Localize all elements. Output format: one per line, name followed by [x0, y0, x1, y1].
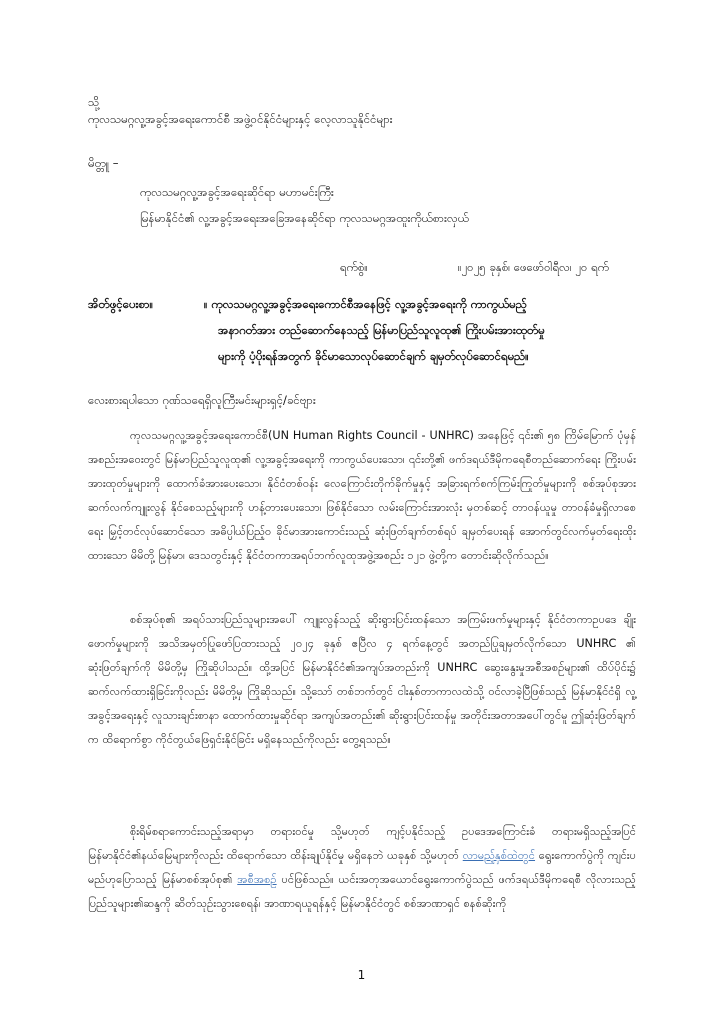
next-year-link[interactable]: လာမည့်နှစ်ထဲတွင်: [462, 849, 536, 862]
paragraph-3-text-b: ရွေးကောက်ပွဲကို ကျင်းပမည်ဟုပြောသည့် မြန်မာစစ်အုပ်စု၏: [88, 849, 636, 886]
subject-line-2: အနာဂတ်အား တည်ဆောက်နေသည့် မြန်မာပြည်သူလူထု၏ ကြိုးပမ်းအားထုတ်မှု: [218, 323, 545, 337]
date-value: ။၂၀၂၅ ခုနှစ်၊ ဖေဖော်ဝါရီလ၊ ၂၀ ရက်: [458, 260, 610, 274]
subject-line-1: ။ ကုလသမဂ္ဂလူ့အခွင့်အရေးကောင်စီအနေဖြင့် လူ့အခွင့်အရေးကို ကာကွယ်မည့်: [204, 297, 527, 311]
paragraph-1: ကုလသမဂ္ဂလူ့အခွင့်အရေးကောင်စီ(UN Human Rights Council - UNHRC) အနေဖြင့် ၎င်း၏ ၅၈ ကြိမ်မြောက် ပုံမှန်အစည်းအဝေးတွင် မြန်မာပြည်သူလူထု၏ လူ့အခွင့်အရေးကို ကာကွယ်ပေးသော၊ ၎င်းတို့၏ ဖက်ဒရယ်ဒီမိုကရေစီတည်ဆောက်ရေး ကြိုးပမ်းအားထုတ်မှုများကို ထောက်ခံအားပေးသော၊ နိုင်ငံတစ်ဝန်း လေကြောင်းတိုက်ခိုက်မှုနှင့် အခြားရက်စက်ကြမ်းကြုတ်မှုများကို စစ်အုပ်စုအား ဆက်လက်ကျူးလွန် နိုင်စေသည့်များကို ဟန့်တားပေးသော၊ ဖြစ်နိုင်သော လမ်းကြောင်းအားလုံး မှတစ်ဆင့် တာဝန်ယူမှု တာဝန်ခံမှုရှိလာစေရေး မြှင့်တင်လုပ်ဆောင်သော အဓိပ္ပါယ်ပြည့်ဝ ခိုင်မာအားကောင်းသည့် ဆုံးဖြတ်ချက်တစ်ရပ် ချမှတ်ပေးရန် အောက်တွင်လက်မှတ်ရေးထိုးထားသော မိမိတို့ မြန်မာ၊ ဒေသတွင်းနှင့် နိုင်ငံတကာအရပ်ဘက်လူထုအဖွဲ့အစည်း ၁၂၁ ဖွဲ့တို့က တောင်းဆိုလိုက်သည်။: [88, 429, 636, 562]
page-number: 1: [357, 968, 366, 982]
cc-label: မိတ္တူ –: [88, 156, 119, 170]
plan-link[interactable]: အစီအစဉ်: [237, 873, 277, 886]
cc-line-2: မြန်မာနိုင်ငံ၏ လူ့အခွင့်အရေးအခြေအနေဆိုင်ရာ ကုလသမဂ္ဂအထူးကိုယ်စားလှယ်: [140, 211, 469, 225]
paragraph-2: စစ်အုပ်စု၏ အရပ်သားပြည်သူများအပေါ် ကျူးလွန်သည့် ဆိုးရွားပြင်းထန်သော အကြမ်းဖက်မှုများနှင့် နိုင်ငံတကာဥပဒေ ချိုးဖောက်မှုများကို အသိအမှတ်ပြုဖော်ပြထားသည့် ၂၀၂၄ ခုနှစ် ဧပြီလ ၄ ရက်နေ့တွင် အတည်ပြုချမှတ်လိုက်သော UNHRC ၏ ဆုံးဖြတ်ချက်ကို မိမိတို့မှ ကြိုဆိုပါသည်။ ထို့အပြင် မြန်မာနိုင်ငံ၏အကျပ်အတည်းကို UNHRC ဆွေးနွေးမှုအစီအစဉ်များ၏ ထိပ်ပိုင်း၌ ဆက်လက်ထားရှိခြင်းကိုလည်း မိမိတို့မှ ကြိုဆိုသည်။ သို့သော် တစ်ဘက်တွင် ငါးနှစ်တာကာလထဲသို့ ဝင်လာခဲ့ပြီဖြစ်သည့် မြန်မာနိုင်ငံရှိ လူ့အခွင့်အရေးနှင့် လူသားချင်းစာနာ ထောက်ထားမှုဆိုင်ရာ အကျပ်အတည်း၏ ဆိုးရွားပြင်းထန်မှု အတိုင်းအတာအပေါ်တွင်မူ ဤဆုံးဖြတ်ချက်က ထိရောက်စွာ ကိုင်တွယ်ဖြေရှင်းနိုင်ခြင်း မရှိနေသည်ကိုလည်း တွေ့ရသည်။: [88, 613, 636, 746]
cc-line-1: ကုလသမဂ္ဂလူ့အခွင့်အရေးဆိုင်ရာ မဟာမင်းကြီး: [140, 185, 334, 199]
paragraph-3: [88, 820, 636, 916]
to-line: ကုလသမဂ္ဂလူ့အခွင့်အရေးကောင်စီ အဖွဲ့ဝင်နိုင်ငံများနှင့် လေ့လာသူနိုင်ငံများ: [88, 112, 393, 126]
paragraph-3-text-c: ပင်ဖြစ်သည်။ ယင်းအတုအယောင်ရွေးကောက်ပွဲသည် ဖက်ဒရယ်ဒီမိုကရေစီ လိုလားသည့် ပြည်သူများ၏ဆန္ဒကို ဆိတ်သုဉ်းသွားစေရန်၊ အာဏာရယူရန်နှင့် မြန်မာနိုင်ငံတွင် စစ်အာဏာရှင် စနစ်ဆိုးကို: [88, 873, 636, 910]
to-label: သို့: [88, 95, 100, 109]
salutation: လေးစားရပါသော ဂုဏ်သရေရှိလူကြီးမင်းများရှင့်/ခင်ဗျား: [88, 393, 316, 407]
date-label: ရက်စွဲ။: [340, 260, 368, 274]
paragraph-3-text-a: စိုးရိမ်စရာကောင်းသည့်အရာမှာ တရားဝင်မှု သို့မဟုတ် ကျင့်ပနိုင်သည့် ဥပဒေအကြောင်းခံ တရားမရှိသည့်အပြင် မြန်မာနိုင်ငံ၏နယ်မြေများကိုလည်း ထိရောက်သော ထိန်းချုပ်နိုင်မှု မရှိနေဘဲ ယခုနှစ် သို့မဟုတ်: [88, 825, 636, 862]
subject-line-3: များကို ပံ့ပိုးရန်အတွက် ခိုင်မာသောလုပ်ဆောင်ချက် ချမှတ်လုပ်ဆောင်ရမည်။: [218, 349, 529, 363]
subject-label: အိတ်ဖွင့်ပေးစာ။: [88, 297, 154, 311]
